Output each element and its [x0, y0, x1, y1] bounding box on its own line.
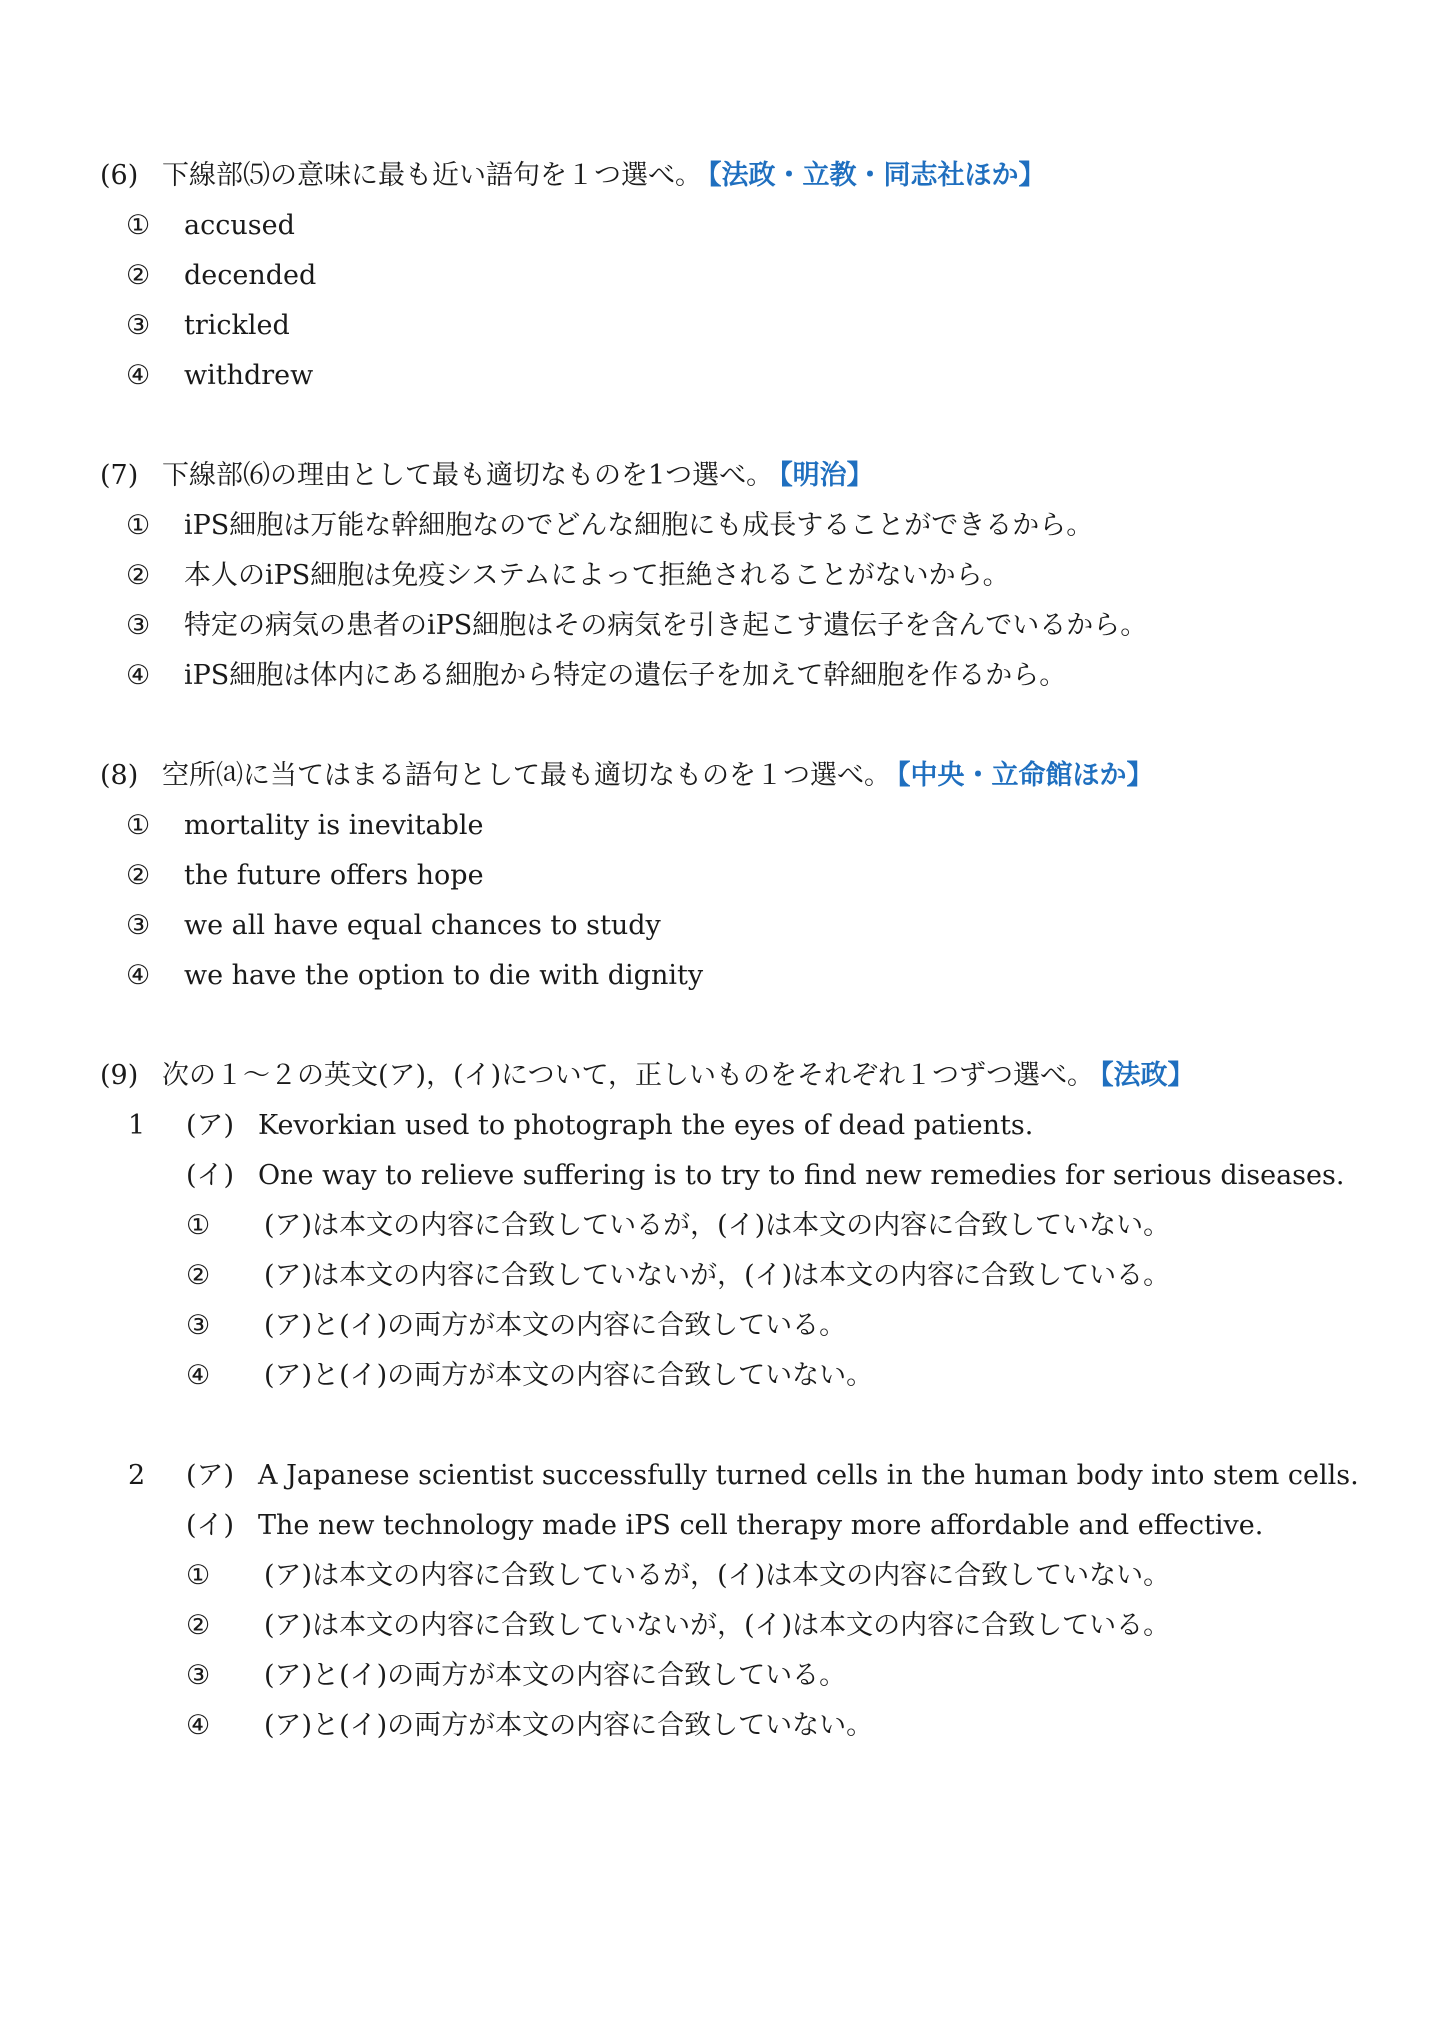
option-text: iPS細胞は体内にある細胞から特定の遺伝子を加えて幹細胞を作るから。	[184, 660, 1067, 691]
option-mark: ③	[126, 610, 151, 641]
option-mark: ①	[126, 810, 151, 841]
option-text: (ア)は本文の内容に合致しているが，(イ)は本文の内容に合致していない。	[264, 1560, 1171, 1591]
question-number: (7)	[100, 460, 139, 491]
statement-text: One way to relieve suffering is to try to find new remedies for serious diseases.	[258, 1160, 1345, 1191]
option-mark: ②	[186, 1610, 211, 1641]
statement-text: Kevorkian used to photograph the eyes of dead patients.	[258, 1110, 1034, 1141]
option-text: (ア)と(イ)の両方が本文の内容に合致していない。	[264, 1710, 874, 1741]
university-tag: 【明治】	[779, 460, 874, 491]
option-text: (ア)と(イ)の両方が本文の内容に合致している。	[264, 1660, 847, 1691]
option-text: decended	[184, 260, 317, 291]
option-mark: ②	[126, 860, 151, 891]
statement-text: The new technology made iPS cell therapy more affordable and effective.	[258, 1510, 1264, 1541]
option-text: trickled	[184, 310, 290, 341]
option-text: (ア)と(イ)の両方が本文の内容に合致していない。	[264, 1360, 874, 1391]
option-mark: ②	[126, 260, 151, 291]
option-mark: ③	[126, 910, 151, 941]
option-text: we have the option to die with dignity	[184, 960, 704, 991]
option-mark: ④	[186, 1710, 211, 1741]
prompt-text: 空所⒜に当てはまる語句として最も適切なものを１つ選べ。	[162, 760, 891, 791]
option-mark: ②	[126, 560, 151, 591]
set-number: 1	[128, 1110, 146, 1141]
option-mark: ①	[186, 1560, 211, 1591]
option-text: accused	[184, 210, 295, 241]
statement-label: (ア)	[186, 1460, 235, 1491]
option-text: withdrew	[184, 360, 314, 391]
question-prompt	[162, 158, 1046, 194]
statement-label: (ア)	[186, 1110, 235, 1141]
university-tag: 【中央・立命館ほか】	[897, 760, 1154, 791]
option-mark: ②	[186, 1260, 211, 1291]
option-mark: ④	[126, 360, 151, 391]
university-tag: 【法政】	[1100, 1060, 1195, 1091]
prompt-text: 次の１〜２の英文(ア)，(イ)について，正しいものをそれぞれ１つずつ選べ。	[162, 1060, 1095, 1091]
option-text: we all have equal chances to study	[184, 910, 661, 941]
option-text: (ア)は本文の内容に合致しているが，(イ)は本文の内容に合致していない。	[264, 1210, 1171, 1241]
option-mark: ①	[126, 510, 151, 541]
question-prompt	[162, 458, 874, 494]
option-mark: ①	[186, 1210, 211, 1241]
question-prompt	[162, 1058, 1195, 1094]
option-mark: ④	[186, 1360, 211, 1391]
option-text: (ア)は本文の内容に合致していないが，(イ)は本文の内容に合致している。	[264, 1260, 1171, 1291]
prompt-text: 下線部⑸の意味に最も近い語句を１つ選べ。	[162, 160, 702, 191]
option-mark: ③	[186, 1660, 211, 1691]
question-number: (6)	[100, 160, 139, 191]
set-number: 2	[128, 1460, 146, 1491]
option-text: 特定の病気の患者のiPS細胞はその病気を引き起こす遺伝子を含んでいるから。	[184, 610, 1148, 641]
option-mark: ①	[126, 210, 151, 241]
statement-text: A Japanese scientist successfully turned cells in the human body into stem cells.	[258, 1460, 1359, 1491]
university-tag: 【法政・立教・同志社ほか】	[708, 160, 1046, 191]
option-text: the future offers hope	[184, 860, 484, 891]
option-text: (ア)と(イ)の両方が本文の内容に合致している。	[264, 1310, 847, 1341]
prompt-text: 下線部⑹の理由として最も適切なものを1つ選べ。	[162, 460, 774, 491]
question-number: (8)	[100, 760, 139, 791]
option-text: (ア)は本文の内容に合致していないが，(イ)は本文の内容に合致している。	[264, 1610, 1171, 1641]
option-text: iPS細胞は万能な幹細胞なのでどんな細胞にも成長することができるから。	[184, 510, 1094, 541]
statement-label: (イ)	[186, 1510, 235, 1541]
question-number: (9)	[100, 1060, 139, 1091]
option-text: mortality is inevitable	[184, 810, 484, 841]
option-mark: ④	[126, 660, 151, 691]
statement-label: (イ)	[186, 1160, 235, 1191]
option-mark: ③	[186, 1310, 211, 1341]
option-mark: ④	[126, 960, 151, 991]
option-text: 本人のiPS細胞は免疫システムによって拒絶されることがないから。	[184, 560, 1010, 591]
question-prompt	[162, 758, 1154, 794]
option-mark: ③	[126, 310, 151, 341]
